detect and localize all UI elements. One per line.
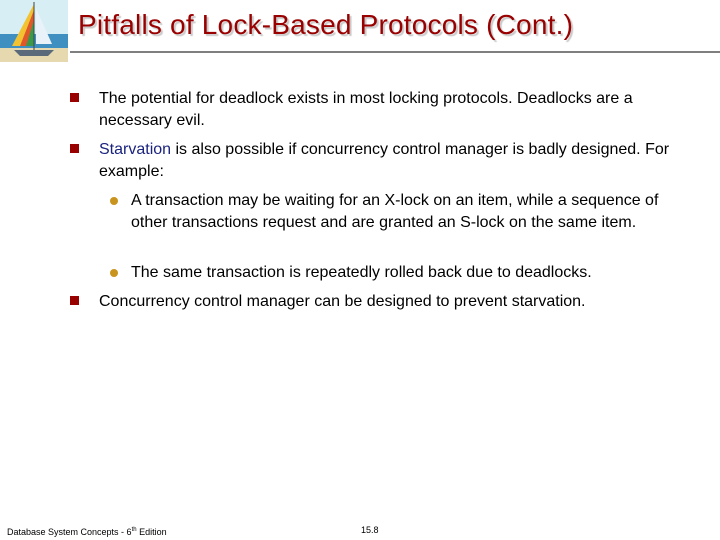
square-bullet-icon [70, 144, 79, 153]
circle-bullet-icon [110, 269, 118, 277]
bullet-text: The potential for deadlock exists in most locking protocols. Deadlocks are a necessary evil. [99, 90, 633, 129]
bullet-text: Concurrency control manager can be designed to prevent starvation. [99, 293, 586, 310]
footer-book-suffix: Edition [136, 527, 167, 537]
title-divider [70, 51, 720, 53]
footer-book-title [7, 524, 167, 538]
footer-book-sup: th [131, 527, 137, 533]
sub-bullet-text: A transaction may be waiting for an X-lock on an item, while a sequence of other transactions request and are granted an S-lock on the same item. [131, 192, 659, 231]
starvation-term: Starvation [99, 141, 172, 158]
page-number: 15.8 [361, 525, 379, 535]
footer-book-prefix: Database System Concepts - 6 [7, 527, 132, 537]
sailboat-logo [0, 0, 68, 62]
bullet-text-rest: is also possible if concurrency control manager is badly designed. For example: [99, 141, 670, 180]
sub-bullet-text: The same transaction is repeatedly rolled back due to deadlocks. [131, 264, 592, 281]
bullet-text [99, 139, 679, 183]
square-bullet-icon [70, 93, 79, 102]
sailboat-logo-icon [0, 0, 68, 62]
slide-title: Pitfalls of Lock-Based Protocols (Cont.) [78, 9, 574, 40]
square-bullet-icon [70, 296, 79, 305]
circle-bullet-icon [110, 197, 118, 205]
